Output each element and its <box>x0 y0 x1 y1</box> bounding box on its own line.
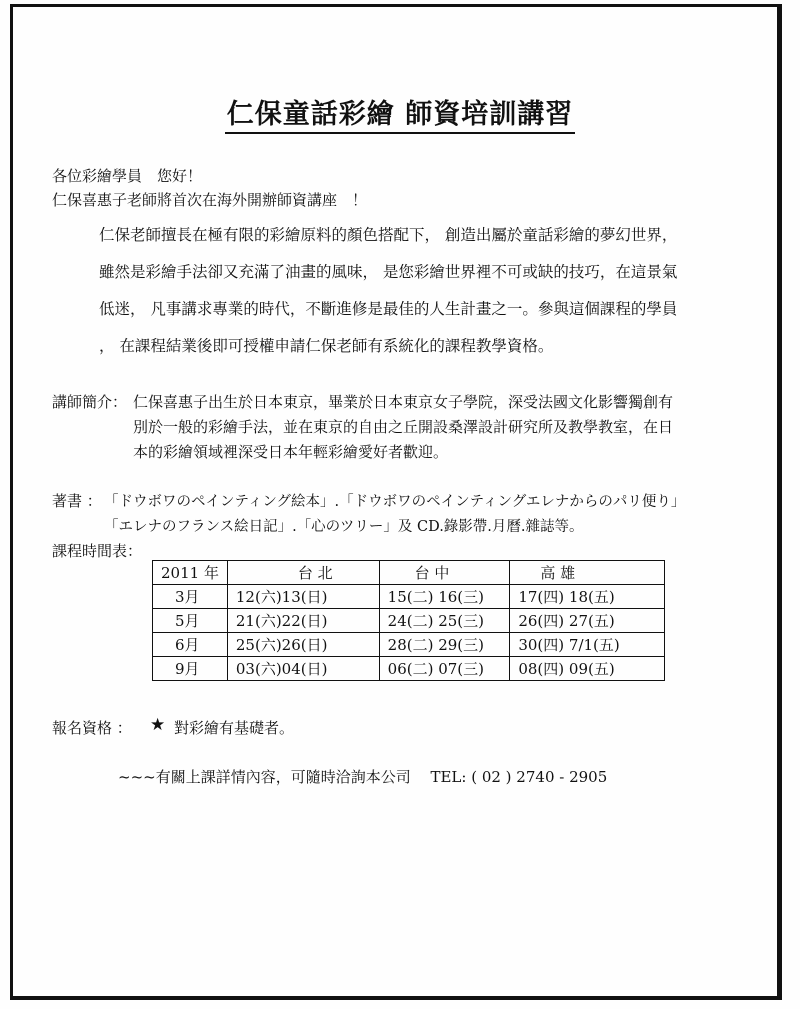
taichung-cell: 24(二) 25(三) <box>379 609 510 633</box>
header-taipei: 台 北 <box>227 561 379 585</box>
books-line-1: 「ドウボワのペインティング絵本」.「ドウボワのペインティングエレナからのパリ便り」 <box>104 494 686 510</box>
star-icon: ★ <box>150 715 166 735</box>
table-row <box>153 609 665 633</box>
intro-line-2: 雖然是彩繪手法卻又充滿了油畫的風味， 是您彩繪世界裡不可或缺的技巧，在這景氣 <box>99 263 678 281</box>
kaohsiung-cell: 26(四) 27(五) <box>510 609 665 633</box>
requirement-label: 報名資格 ： <box>52 719 132 737</box>
books-line-2: 「エレナのフランス絵日記」.「心のツリー」及 CD.錄影帶.月曆.雜誌等。 <box>104 519 584 535</box>
books-label: 著書 ： <box>52 492 102 510</box>
kaohsiung-cell: 17(四) 18(五) <box>510 585 665 609</box>
contact-line: ~~~有關上課詳情內容，可隨時洽詢本公司 TEL: ( 02 ) 2740 - 2905 <box>118 768 608 786</box>
instructor-line-3: 本的彩繪領域裡深受日本年輕彩繪愛好者歡迎。 <box>133 443 449 461</box>
schedule-label: 課程時間表： <box>52 542 143 560</box>
taipei-cell: 03(六)04(日) <box>227 657 379 681</box>
page-title: 仁保童話彩繪 師資培訓講習 <box>0 92 800 131</box>
instructor-line-1: 仁保喜惠子出生於日本東京，畢業於日本東京女子學院，深受法國文化影響獨創有 <box>133 393 674 411</box>
instructor-line-2: 別於一般的彩繪手法，並在東京的自由之丘開設桑澤設計研究所及教學教室，在日 <box>133 418 674 436</box>
taipei-cell: 25(六)26(日) <box>227 633 379 657</box>
schedule-table <box>152 560 665 681</box>
instructor-label: 講師簡介： <box>52 393 128 411</box>
requirement-text: 對彩繪有基礎者。 <box>174 719 295 737</box>
taichung-cell: 06(二) 07(三) <box>379 657 510 681</box>
taipei-cell: 12(六)13(日) <box>227 585 379 609</box>
announcement: 仁保喜惠子老師將首次在海外開辦師資講座 ！ <box>52 191 368 209</box>
month-cell: 3月 <box>153 585 228 609</box>
month-cell: 5月 <box>153 609 228 633</box>
taipei-cell: 21(六)22(日) <box>227 609 379 633</box>
intro-line-4: ， 在課程結業後即可授權申請仁保老師有系統化的課程教學資格。 <box>99 337 554 355</box>
kaohsiung-cell: 30(四) 7/1(五) <box>510 633 665 657</box>
table-row <box>153 657 665 681</box>
table-row <box>153 633 665 657</box>
table-header-row <box>153 561 665 585</box>
header-year: 2011 年 <box>153 561 228 585</box>
header-taichung: 台 中 <box>379 561 510 585</box>
month-cell: 6月 <box>153 633 228 657</box>
greeting: 各位彩繪學員 您好！ <box>52 167 203 185</box>
table-row <box>153 585 665 609</box>
taichung-cell: 15(二) 16(三) <box>379 585 510 609</box>
intro-line-1: 仁保老師擅長在極有限的彩繪原料的顏色搭配下， 創造出屬於童話彩繪的夢幻世界， <box>99 226 678 244</box>
intro-line-3: 低迷， 凡事講求專業的時代，不斷進修是最佳的人生計畫之一。參與這個課程的學員 <box>99 300 678 318</box>
kaohsiung-cell: 08(四) 09(五) <box>510 657 665 681</box>
header-kaohsiung: 高 雄 <box>510 561 665 585</box>
month-cell: 9月 <box>153 657 228 681</box>
taichung-cell: 28(二) 29(三) <box>379 633 510 657</box>
